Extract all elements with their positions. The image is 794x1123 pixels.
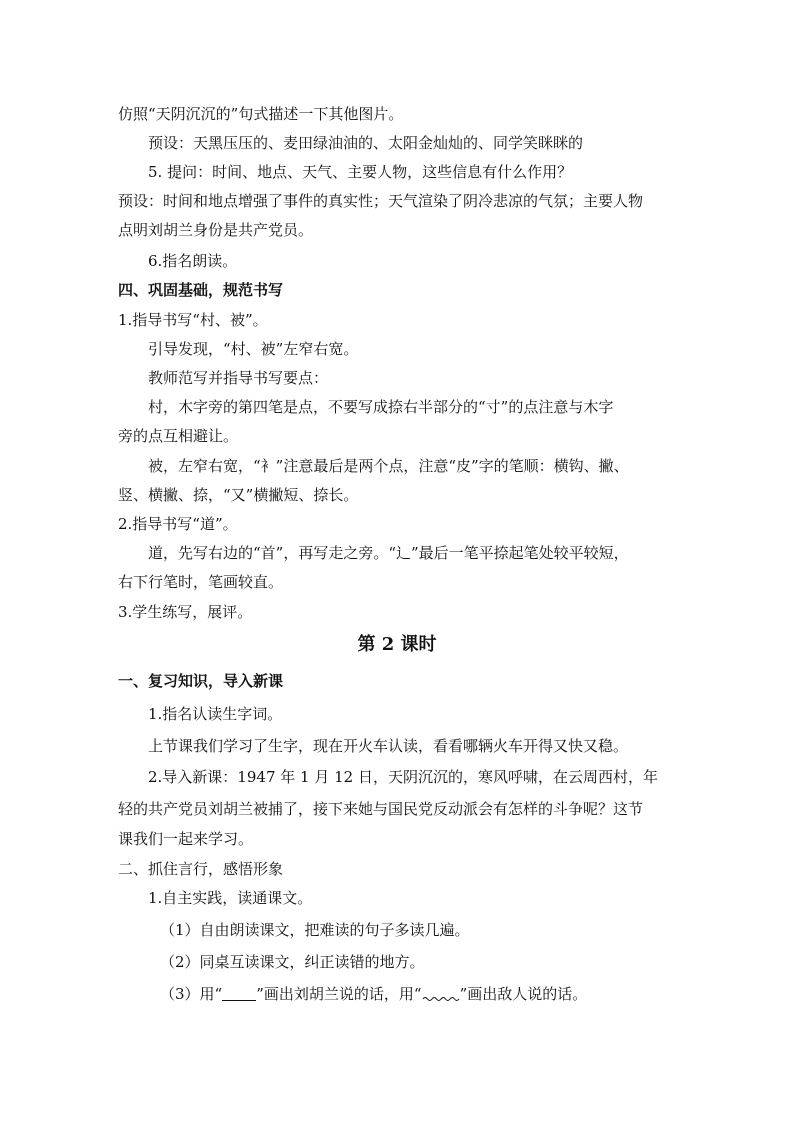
- paragraph-line: 仿照“天阴沉沉的”句式描述一下其他图片。: [118, 105, 404, 123]
- paragraph-line: 竖、横撇、捺，“又”横撇短、捺长。: [118, 486, 359, 504]
- paragraph-line: 3.学生练写，展评。: [118, 603, 253, 621]
- paragraph-line: 课我们一起来学习。: [118, 830, 254, 848]
- paragraph-line: 5. 提问：时间、地点、天气、主要人物，这些信息有什么作用？: [148, 163, 573, 181]
- paragraph-line: 6.指名朗读。: [148, 252, 238, 270]
- paragraph-line: 教师范写并指导书写要点：: [148, 369, 329, 387]
- straight-underline-mark: [222, 986, 256, 1001]
- paragraph-line: 1.自主实践，读通课文。: [148, 889, 313, 907]
- paragraph-line: （2）同桌互读课文，纠正读错的地方。: [160, 953, 425, 971]
- paragraph-line: 1.指名认读生字词。: [148, 705, 283, 723]
- paragraph-line: 预设：时间和地点增强了事件的真实性；天气渲染了阴冷悲凉的气氛；主要人物: [118, 192, 644, 210]
- text-fragment: （3）用“: [160, 985, 223, 1003]
- lesson-title: 第 2 课时: [357, 634, 437, 655]
- paragraph-line: 预设：天黑压压的、麦田绿油油的、太阳金灿灿的、同学笑眯眯的: [148, 134, 584, 152]
- paragraph-line: 道，先写右边的“首”，再写走之旁。“辶”最后一笔平捺起笔处较平较短，: [148, 544, 629, 562]
- section-heading: 一、复习知识，导入新课: [118, 672, 284, 690]
- paragraph-line: 2.指导书写“道”。: [118, 515, 238, 533]
- wavy-underline-mark: [422, 987, 460, 1001]
- paragraph-line: 引导发现，“村、被”左窄右宽。: [148, 340, 359, 358]
- text-fragment: ”画出刘胡兰说的话，用“: [256, 985, 422, 1003]
- section-heading: 二、抓住言行，感悟形象: [118, 860, 284, 878]
- paragraph-line: 1.指导书写“村、被”。: [118, 311, 268, 329]
- paragraph-line: 2.导入新课：1947 年 1 月 12 日，天阴沉沉的，寒风呼啸，在云周西村，年: [148, 768, 658, 786]
- section-heading: 四、巩固基础，规范书写: [118, 281, 284, 299]
- paragraph-line: 轻的共产党员刘胡兰被捕了，接下来她与国民党反动派会有怎样的斗争呢？这节: [118, 800, 644, 818]
- paragraph-line: 右下行笔时，笔画较直。: [118, 573, 284, 591]
- paragraph-line: 被，左窄右宽，“衤”注意最后是两个点，注意“皮”字的笔顺：横钩、撇、: [148, 457, 629, 475]
- paragraph-line: 上节课我们学习了生字，现在开火车认读，看看哪辆火车开得又快又稳。: [148, 737, 629, 755]
- paragraph-line: 旁的点互相避让。: [118, 427, 239, 445]
- paragraph-line: [160, 983, 683, 1005]
- text-fragment: ”画出敌人说的话。: [459, 985, 588, 1003]
- paragraph-line: （1）自由朗读课文，把难读的句子多读几遍。: [160, 921, 470, 939]
- paragraph-line: 村，木字旁的第四笔是点，不要写成捺右半部分的“寸”的点注意与木字: [148, 398, 614, 416]
- paragraph-line: 点明刘胡兰身份是共产党员。: [118, 221, 314, 239]
